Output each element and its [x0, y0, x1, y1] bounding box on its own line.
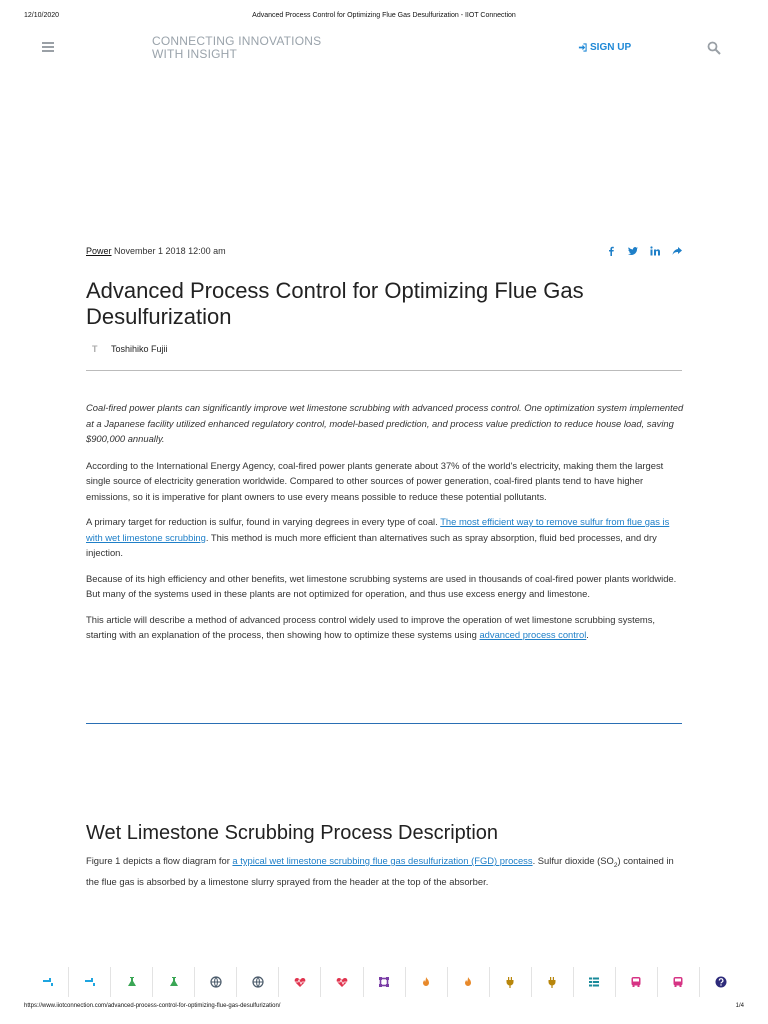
- hamburger-icon[interactable]: [42, 42, 54, 52]
- text: . Sulfur dioxide (SO: [532, 855, 614, 866]
- industry-cell[interactable]: [237, 967, 279, 997]
- grid-icon: [588, 976, 600, 988]
- industry-cell[interactable]: [153, 967, 195, 997]
- bus-icon: [630, 976, 642, 988]
- globe-icon: [252, 976, 264, 988]
- globe-icon: [210, 976, 222, 988]
- industry-icon-bar: [27, 967, 741, 997]
- industry-cell[interactable]: [658, 967, 700, 997]
- text: ) contained in the flue gas is absorbed by a limestone slurry sprayed from the header at the top of the absorber.: [86, 855, 674, 887]
- article-title: Advanced Process Control for Optimizing Flue Gas Desulfurization: [86, 278, 584, 329]
- advanced-process-control-link[interactable]: advanced process control: [479, 629, 587, 640]
- section-heading: Wet Limestone Scrubbing Process Description: [86, 822, 499, 844]
- paragraph: [86, 514, 686, 561]
- text: This article will describe a method of advanced process control widely used to improve the operation of wet limestone scrubbing systems, starting with an explanation of the process, then showing how to optimize these systems using: [86, 613, 656, 640]
- flame-icon: [462, 976, 474, 988]
- print-url: https://www.iiotconnection.com/advanced-process-control-for-optimizing-flue-gas-desulfurization/: [24, 1003, 281, 1009]
- twitter-icon[interactable]: [628, 246, 638, 256]
- tagline-line-1: CONNECTING INNOVATIONS: [152, 34, 322, 48]
- plug-icon: [504, 976, 516, 988]
- article-meta: [86, 246, 682, 260]
- flask-icon: [126, 976, 138, 988]
- plug-icon: [546, 976, 558, 988]
- section-divider: [86, 723, 682, 724]
- linkedin-icon[interactable]: [650, 246, 660, 256]
- wet-limestone-link[interactable]: The most efficient way to remove sulfur from flue gas is with wet limestone scrubbing: [86, 516, 670, 543]
- share-icon[interactable]: [672, 246, 682, 256]
- flask-icon: [168, 976, 180, 988]
- industry-cell[interactable]: [574, 967, 616, 997]
- category-link[interactable]: Power: [86, 246, 112, 256]
- fgd-process-link[interactable]: a typical wet limestone scrubbing flue gas desulfurization (FGD) process: [232, 855, 533, 866]
- site-tagline[interactable]: [152, 35, 352, 61]
- print-footer: [0, 1003, 768, 1017]
- faucet-icon: [84, 976, 96, 988]
- section-body: [86, 853, 686, 890]
- subscript: 2: [613, 861, 618, 869]
- print-doc-title: Advanced Process Control for Optimizing Flue Gas Desulfurization - IIOT Connection: [252, 12, 516, 19]
- paragraph: [86, 612, 686, 643]
- sign-up-label: SIGN UP: [590, 42, 632, 53]
- heartbeat-icon: [336, 976, 348, 988]
- divider: [86, 370, 682, 371]
- text: Figure 1 depicts a flow diagram for: [86, 855, 233, 866]
- article-body: [86, 400, 686, 653]
- tagline-line-2: WITH INSIGHT: [152, 47, 238, 61]
- text: . This method is much more efficient than alternatives such as spray absorption, fluid bed processes, and dry injection.: [86, 531, 657, 558]
- paragraph: According to the International Energy Agency, coal-fired power plants generate about 37% of the world's electricity, making them the largest single source of electricity generation worldwide. Compared to other sources of power generation, coal-fired plants tend to have higher emissions, so it is imperative for plant owners to use every means possible to reduce these potential pollutants.: [86, 459, 664, 502]
- text: A primary target for reduction is sulfur, found in varying degrees in every type of coal.: [86, 516, 441, 527]
- paragraph: Because of its high efficiency and other benefits, wet limestone scrubbing systems are used in thousands of coal-fired power plants worldwide. But many of the systems used in these plants are not optimized for operation, and thus use excess energy and limestone.: [86, 572, 677, 599]
- flame-icon: [420, 976, 432, 988]
- industry-cell[interactable]: [532, 967, 574, 997]
- author-name[interactable]: Toshihiko Fujii: [111, 344, 168, 354]
- industry-cell[interactable]: [279, 967, 321, 997]
- author-avatar: T: [92, 344, 98, 354]
- publish-datetime: November 1 2018 12:00 am: [114, 246, 226, 256]
- bus-icon: [672, 976, 684, 988]
- text: .: [586, 629, 589, 640]
- industry-cell[interactable]: [406, 967, 448, 997]
- print-date: 12/10/2020: [24, 12, 60, 19]
- author-row: [86, 343, 682, 359]
- search-icon[interactable]: [707, 41, 721, 55]
- page-number: 1/4: [735, 1003, 744, 1009]
- industry-cell[interactable]: [111, 967, 153, 997]
- print-header: [0, 0, 768, 30]
- heartbeat-icon: [294, 976, 306, 988]
- sign-up-button[interactable]: [578, 42, 631, 53]
- site-header: [0, 30, 768, 70]
- industry-cell[interactable]: [321, 967, 363, 997]
- share-bar: [606, 246, 682, 256]
- sign-in-icon: [578, 43, 587, 52]
- industry-cell[interactable]: [364, 967, 406, 997]
- industry-cell[interactable]: [448, 967, 490, 997]
- industry-cell[interactable]: [27, 967, 69, 997]
- industry-cell[interactable]: [490, 967, 532, 997]
- faucet-icon: [42, 976, 54, 988]
- industry-cell[interactable]: [700, 967, 741, 997]
- industry-cell[interactable]: [616, 967, 658, 997]
- article-lede: Coal-fired power plants can significantly improve wet limestone scrubbing with advanced process control. One optimization system implemented at a Japanese facility utilized enhanced regulatory control, model-based prediction, and process value prediction to reduce house load, saving $900,000 annually.: [86, 402, 684, 444]
- industry-cell[interactable]: [69, 967, 111, 997]
- industry-cell[interactable]: [195, 967, 237, 997]
- help-icon: [715, 976, 727, 988]
- facebook-icon[interactable]: [606, 246, 616, 256]
- cube-icon: [378, 976, 390, 988]
